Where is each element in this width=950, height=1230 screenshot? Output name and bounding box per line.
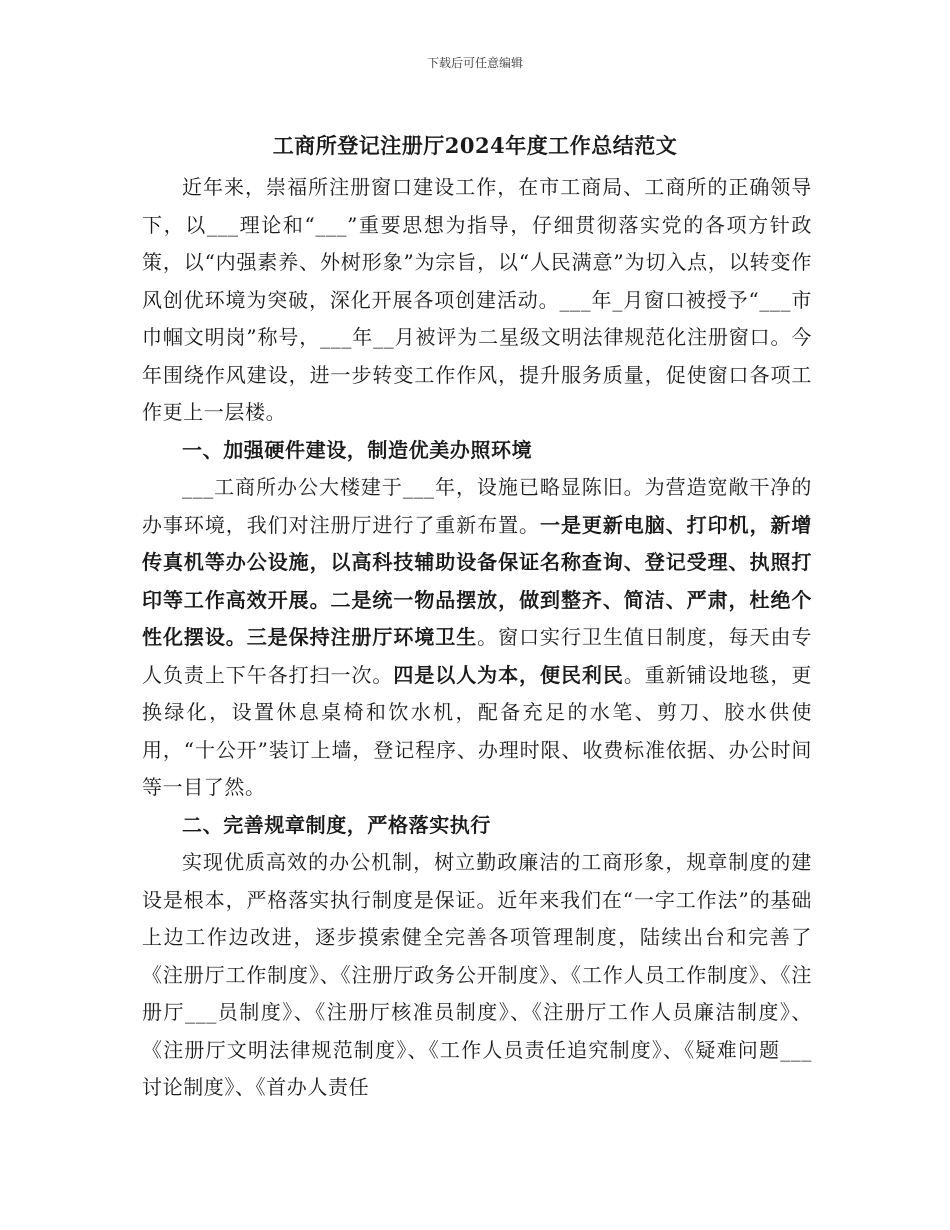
section-1-paragraph	[142, 469, 812, 807]
document-body	[142, 169, 812, 1107]
section-1-text-1: ___工商所办公大楼建于___年，设施已略显陈旧。为营造宽敞干净的办事环境，我们对注册厅进行了重新布置。	[142, 475, 812, 537]
section-1-text-3: 。重新铺设地毯，更换绿化，设置休息桌椅和饮水机，配备充足的水笔、剪刀、胶水供使用，“十公开”装订上墙，登记程序、办理时限、收费标准依据、办公时间等一目了然。	[142, 662, 812, 799]
intro-paragraph: 近年来，崇福所注册窗口建设工作，在市工商局、工商所的正确领导下，以___理论和“___”重要思想为指导，仔细贯彻落实党的各项方针政策，以“内强素养、外树形象”为宗旨，以“人民满意”为切入点，以转变作风创优环境为突破，深化开展各项创建活动。___年_月窗口被授予“___市巾帼文明岗”称号，___年__月被评为二星级文明法律规范化注册窗口。今年围绕作风建设，进一步转变工作作风，提升服务质量，促使窗口各项工作更上一层楼。	[142, 175, 812, 424]
section-1-heading: 一、加强硬件建设，制造优美办照环境	[182, 437, 533, 462]
section-1-bold-2: 四是以人为本，便民利民	[393, 662, 624, 687]
section-2-heading: 二、完善规章制度，严格落实执行	[182, 812, 491, 837]
document-title: 工商所登记注册厅2024年度工作总结范文	[272, 133, 678, 158]
header-note: 下载后可任意编辑	[426, 56, 523, 70]
section-1-bold-1: 一是更新电脑、打印机，新增传真机等办公设施，以高科技辅助设备保证名称查询、登记受理、执照打印等工作高效开展。二是统一物品摆放，做到整齐、简洁、严肃，杜绝个性化摆设。三是保持注册厅环境卫生	[142, 512, 812, 649]
section-1-text-2: 。窗口实行卫生值日制度，每天由专人负责上下午各打扫一次。	[142, 625, 812, 687]
section-2-paragraph: 实现优质高效的办公机制，树立勤政廉洁的工商形象，规章制度的建设是根本，严格落实执行制度是保证。近年来我们在“一字工作法”的基础上边工作边改进，逐步摸索健全完善各项管理制度，陆续出台和完善了《注册厅工作制度》、《注册厅政务公开制度》、《工作人员工作制度》、《注册厅___员制度》、《注册厅核准员制度》、《注册厅工作人员廉洁制度》、《注册厅文明法律规范制度》、《工作人员责任追究制度》、《疑难问题___讨论制度》、《首办人责任	[142, 850, 812, 1099]
